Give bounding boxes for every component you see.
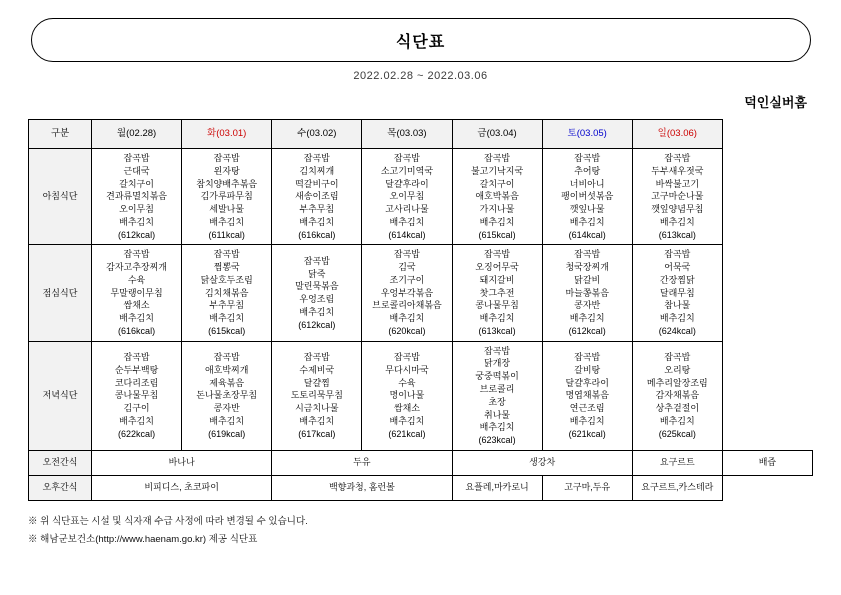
- menu-item: 배추김치: [119, 313, 154, 324]
- menu-item: 부추무침: [299, 204, 335, 215]
- menu-item: 왼자탕: [213, 165, 240, 176]
- menu-item: (615kcal): [478, 229, 516, 240]
- snack-cell: 비피디스, 초코파이: [92, 475, 272, 500]
- table-header: [29, 120, 813, 149]
- menu-item: 애호박찌개: [204, 364, 249, 375]
- menu-cell: [272, 341, 362, 450]
- menu-item: 돼지갈비: [479, 274, 515, 285]
- menu-item: 잡곡밥: [664, 153, 691, 163]
- menu-item: 고사리나물: [385, 204, 429, 215]
- menu-item: 수육: [398, 377, 416, 388]
- menu-item: 김국: [398, 262, 416, 273]
- menu-item: 오이무침: [119, 204, 154, 215]
- menu-item: 쩜뽕국: [213, 262, 240, 273]
- menu-item: 잡곡밥: [484, 249, 511, 260]
- menu-item: 우엉조림: [299, 294, 335, 305]
- menu-cell: [452, 245, 542, 341]
- menu-item: 가지나물: [479, 204, 515, 215]
- menu-item: 잡곡밥: [574, 153, 601, 163]
- menu-item: 조기구이: [389, 274, 425, 285]
- menu-item: 순두부백탕: [114, 364, 159, 375]
- menu-cell: [542, 149, 632, 245]
- snack-cell: 고구마,두유: [542, 475, 632, 500]
- menu-item: (615kcal): [208, 325, 246, 336]
- menu-item: 쌈채소: [393, 403, 420, 414]
- menu-item: 오이무침: [389, 191, 425, 202]
- column-header-day-3: 수(03.02): [272, 120, 362, 149]
- column-header-day-7: 일(03.06): [632, 120, 722, 149]
- snack-cell: 요플레,마카로니: [452, 475, 542, 500]
- menu-item: 잡곡밥: [303, 352, 330, 363]
- menu-item: 명엽채볶음: [565, 390, 609, 401]
- menu-item: 김치찌개: [299, 165, 335, 176]
- menu-item: 잡곡밥: [213, 249, 240, 260]
- menu-cell: [452, 341, 542, 450]
- menu-item: 브로콜리: [479, 384, 515, 395]
- snack-row-label: 오전간식: [29, 450, 92, 475]
- menu-item: (621kcal): [388, 428, 426, 439]
- menu-item: 달걀찜: [303, 377, 330, 388]
- snack-cell: 배즙: [722, 450, 812, 475]
- menu-item: 감자채볶음: [655, 390, 700, 401]
- menu-item: 배추김치: [299, 306, 335, 317]
- snack-cell: 백향과청, 홈런볼: [272, 475, 452, 500]
- menu-item: 견과류멸치볶음: [106, 191, 167, 202]
- menu-item: 배추김치: [569, 216, 605, 227]
- menu-item: 잡곡밥: [213, 153, 240, 163]
- menu-item: 너비아니: [569, 178, 605, 189]
- menu-cell: [452, 149, 542, 245]
- menu-item: 배추김치: [119, 216, 154, 227]
- menu-item: 오리탕: [664, 364, 691, 375]
- menu-item: 부추무침: [209, 300, 245, 311]
- menu-item: 떡갈비구이: [295, 178, 339, 189]
- menu-item: 닭죽: [308, 268, 326, 279]
- menu-item: 배추김치: [659, 313, 695, 324]
- menu-cell: [92, 245, 182, 341]
- menu-item: 배추김치: [389, 415, 425, 426]
- menu-item: 취나물: [484, 409, 511, 420]
- menu-item: 갈치구이: [119, 178, 154, 189]
- menu-item: 배추김치: [209, 216, 245, 227]
- menu-item: 브로콜리아채볶음: [372, 300, 442, 311]
- snack-cell: 바나나: [92, 450, 272, 475]
- menu-item: 잡곡밥: [574, 249, 601, 260]
- menu-item: 달걀후라이: [385, 178, 429, 189]
- menu-item: 추어탕: [574, 165, 601, 176]
- menu-item: 달걀후라이: [565, 377, 609, 388]
- column-header-day-4: 목(03.03): [362, 120, 452, 149]
- menu-item: (613kcal): [658, 229, 696, 240]
- menu-item: 감자고추장찌개: [106, 262, 167, 273]
- menu-item: 잡곡밥: [123, 249, 150, 260]
- title-banner: [31, 18, 811, 62]
- menu-item: 깻잎나물: [569, 204, 605, 215]
- footer-notes: [28, 513, 813, 549]
- menu-cell: [182, 149, 272, 245]
- menu-item: 잡곡밥: [303, 255, 330, 266]
- menu-item: 잡곡밥: [393, 249, 420, 260]
- menu-cell: [362, 341, 452, 450]
- menu-item: 배추김치: [569, 313, 605, 324]
- menu-item: 달래무침: [659, 287, 695, 298]
- menu-item: 배추김치: [659, 415, 695, 426]
- footer-note: ※ 위 식단표는 시설 및 식자재 수급 사정에 따라 변경될 수 있습니다.: [28, 515, 308, 527]
- snack-cell: 생강차: [452, 450, 632, 475]
- menu-item: 두부새우젓국: [651, 165, 704, 176]
- menu-item: 배추김치: [569, 415, 605, 426]
- menu-item: 명이나물: [389, 390, 425, 401]
- menu-item: 제육볶음: [209, 377, 245, 388]
- menu-item: 갈치구이: [479, 178, 515, 189]
- menu-item: 무말랭이무침: [110, 287, 163, 298]
- menu-item: (612kcal): [118, 229, 156, 240]
- menu-item: 무다시마국: [385, 364, 429, 375]
- menu-item: 오징어무국: [475, 262, 519, 273]
- menu-item: (623kcal): [478, 435, 516, 446]
- menu-item: 바싹불고기: [655, 178, 700, 189]
- menu-item: 배추김치: [209, 313, 245, 324]
- menu-cell: [92, 341, 182, 450]
- menu-item: (611kcal): [208, 229, 245, 240]
- menu-item: 잡곡밥: [393, 352, 420, 363]
- menu-item: (622kcal): [118, 428, 156, 439]
- menu-item: 근대국: [123, 165, 150, 176]
- menu-item: (624kcal): [658, 325, 696, 336]
- menu-item: 잡곡밥: [213, 352, 240, 363]
- menu-item: 배추김치: [479, 313, 515, 324]
- column-header-day-1: 월(02.28): [92, 120, 182, 149]
- menu-item: (617kcal): [298, 428, 336, 439]
- menu-item: (625kcal): [658, 428, 696, 439]
- date-range: 2022.02.28 ~ 2022.03.06: [353, 70, 488, 82]
- menu-item: (619kcal): [208, 428, 246, 439]
- menu-cell: [632, 341, 722, 450]
- menu-item: 깻잎양념무침: [651, 204, 704, 215]
- menu-item: 배추김치: [299, 216, 335, 227]
- menu-item: 수제비국: [299, 364, 335, 375]
- menu-item: 수육: [127, 274, 146, 285]
- menu-item: 콩나물무침: [114, 390, 159, 401]
- menu-item: 참치양배추볶음: [196, 178, 258, 189]
- snack-row: [29, 475, 813, 500]
- menu-item: 불고기낙지국: [470, 165, 524, 176]
- menu-item: 잡곡밥: [123, 153, 150, 163]
- menu-item: 김가루파무침: [200, 191, 253, 202]
- menu-cell: [632, 149, 722, 245]
- meal-row: [29, 245, 813, 341]
- snack-row-label: 오후간식: [29, 475, 92, 500]
- menu-item: 배추김치: [479, 216, 515, 227]
- column-header-day-5: 금(03.04): [452, 120, 542, 149]
- snack-row: [29, 450, 813, 475]
- meal-row: [29, 341, 813, 450]
- menu-item: 메추리알장조림: [646, 377, 708, 388]
- menu-cell: [362, 245, 452, 341]
- menu-item: 마늘쫑볶음: [565, 287, 609, 298]
- organization-name: 덕인실버홈: [744, 95, 807, 110]
- menu-item: 배추김치: [479, 422, 515, 433]
- menu-cell: [362, 149, 452, 245]
- menu-item: 돈나물초장무침: [196, 390, 258, 401]
- menu-item: 콩나물무침: [475, 300, 519, 311]
- column-header-day-6: 토(03.05): [542, 120, 632, 149]
- menu-item: (612kcal): [298, 319, 336, 330]
- menu-cell: [92, 149, 182, 245]
- menu-item: 상추겉절이: [655, 403, 700, 414]
- menu-item: 애호박볶음: [475, 191, 519, 202]
- menu-item: 배추김치: [389, 216, 425, 227]
- menu-item: 잡곡밥: [303, 153, 330, 163]
- menu-cell: [632, 245, 722, 341]
- table-body: [29, 149, 813, 501]
- menu-item: (616kcal): [298, 229, 336, 240]
- menu-item: 간장찜닭: [659, 274, 695, 285]
- menu-item: 갈비탕: [574, 364, 601, 375]
- menu-item: 소고기미역국: [380, 165, 434, 176]
- meal-row-label: 점심식단: [29, 245, 92, 341]
- menu-item: 도토리묵무침: [290, 390, 343, 401]
- menu-item: 잡곡밥: [664, 249, 691, 260]
- menu-cell: [542, 245, 632, 341]
- menu-item: 콩자반: [574, 300, 601, 311]
- menu-item: 배추김치: [659, 216, 695, 227]
- menu-item: 잡곡밥: [484, 153, 511, 163]
- menu-cell: [272, 245, 362, 341]
- footer-note: ※ 해남군보건소(http://www.haenam.go.kr) 제공 식단표: [28, 533, 258, 545]
- menu-item: 청국장찌개: [565, 262, 609, 273]
- meal-row: [29, 149, 813, 245]
- menu-item: 참나물: [664, 300, 691, 311]
- menu-item: 연근조림: [569, 403, 605, 414]
- meal-row-label: 아침식단: [29, 149, 92, 245]
- column-header-day-2: 화(03.01): [182, 120, 272, 149]
- menu-item: 시금치나물: [295, 403, 339, 414]
- column-header-category: 구분: [29, 120, 92, 149]
- menu-item: 쌈채소: [123, 300, 150, 311]
- menu-cell: [542, 341, 632, 450]
- menu-item: 배추김치: [389, 313, 425, 324]
- menu-item: 초장: [488, 396, 506, 407]
- menu-item: 잡곡밥: [664, 352, 691, 363]
- menu-item: (613kcal): [478, 325, 516, 336]
- menu-item: 닭개장: [484, 358, 511, 369]
- menu-item: 팽이버섯볶음: [561, 191, 614, 202]
- menu-cell: [182, 341, 272, 450]
- menu-item: 잡곡밥: [393, 153, 420, 163]
- menu-item: 궁중떡볶이: [475, 371, 519, 382]
- menu-item: 잡곡밥: [484, 345, 511, 356]
- menu-item: (616kcal): [118, 325, 156, 336]
- menu-item: 찻그추전: [479, 287, 515, 298]
- menu-item: 콩자반: [213, 403, 240, 414]
- menu-item: 김치채볶음: [204, 287, 249, 298]
- menu-item: 닭갈비: [574, 274, 601, 285]
- menu-cell: [272, 149, 362, 245]
- meal-row-label: 저녁식단: [29, 341, 92, 450]
- menu-item: 배추김치: [299, 415, 335, 426]
- snack-cell: 두유: [272, 450, 452, 475]
- menu-item: 우엉부각볶음: [380, 287, 434, 298]
- menu-item: 코다리조림: [114, 377, 159, 388]
- menu-item: (614kcal): [388, 229, 426, 240]
- menu-item: 새송이조림: [295, 191, 339, 202]
- menu-item: 잡곡밥: [574, 352, 601, 363]
- menu-cell: [182, 245, 272, 341]
- menu-item: (614kcal): [568, 229, 606, 240]
- menu-item: 잡곡밥: [123, 352, 150, 363]
- menu-item: (612kcal): [568, 325, 606, 336]
- menu-item: 배추김치: [209, 415, 245, 426]
- page-title: 식단표: [395, 34, 446, 51]
- menu-item: (621kcal): [568, 428, 606, 439]
- menu-item: 세발나물: [209, 204, 245, 215]
- snack-cell: 요구르트: [632, 450, 722, 475]
- menu-item: 어묵국: [664, 262, 691, 273]
- weekly-menu-table: [28, 119, 813, 501]
- menu-item: (620kcal): [388, 325, 426, 336]
- table-header-row: [29, 120, 813, 149]
- menu-item: 닭살호두조림: [200, 274, 253, 285]
- menu-item: 배추김치: [119, 415, 154, 426]
- menu-item: 김구이: [123, 403, 150, 414]
- menu-item: 고구마순나물: [651, 191, 704, 202]
- menu-item: 말린묵볶음: [295, 281, 339, 292]
- snack-cell: 요구르트,카스테라: [632, 475, 722, 500]
